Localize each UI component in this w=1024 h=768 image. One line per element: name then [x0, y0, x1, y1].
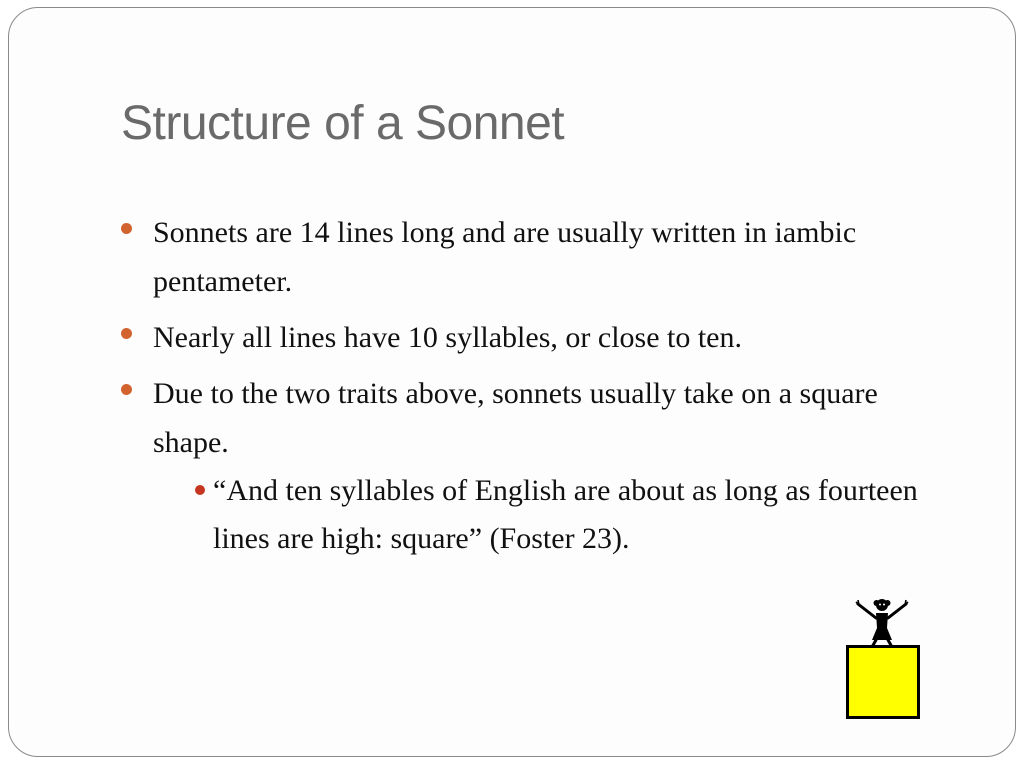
bullet-item [121, 208, 921, 306]
bullet-dot-icon [121, 223, 132, 234]
bullet-text: Nearly all lines have 10 syllables, or close to ten. [153, 321, 742, 354]
sub-bullet-dot-icon [195, 485, 205, 495]
bullet-dot-icon [121, 384, 132, 395]
bullet-text: Due to the two traits above, sonnets usually take on a square shape. [153, 377, 878, 459]
person-arms-raised-icon [854, 596, 910, 648]
bullet-text: Sonnets are 14 lines long and are usually written in iambic pentameter. [153, 216, 857, 298]
yellow-square [846, 645, 920, 719]
bullet-item [121, 313, 921, 362]
bullet-list [121, 208, 921, 570]
bullet-dot-icon [121, 328, 132, 339]
sub-bullet-item [183, 467, 921, 563]
sub-bullet-text: “And ten syllables of English are about as long as fourteen lines are high: square” (Foster 23). [213, 474, 918, 555]
slide-title: Structure of a Sonnet [121, 97, 565, 150]
sub-bullet-list [153, 467, 921, 563]
bullet-item [121, 369, 921, 563]
